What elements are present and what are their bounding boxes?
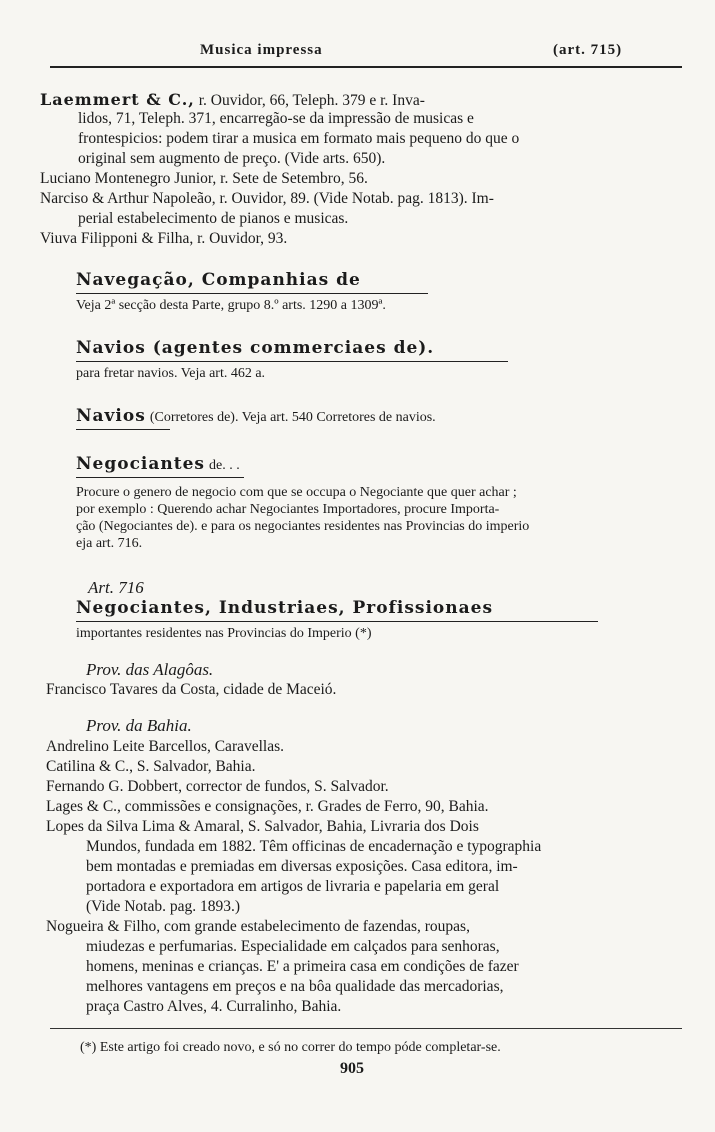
section-navegacao-title: Navegação, Companhias de [76, 270, 361, 290]
entry-luciano: Luciano Montenegro Junior, r. Sete de Setembro, 56. [40, 170, 368, 187]
entry-laemmert-text1: r. Ouvidor, 66, Teleph. 379 e r. Inva- [198, 92, 425, 109]
entry-andrelino: Andrelino Leite Barcellos, Caravellas. [46, 738, 285, 755]
entry-viuva: Viuva Filipponi & Filha, r. Ouvidor, 93. [40, 230, 288, 247]
entry-laemmert-line4: original sem augmento de preço. (Vide arts. 650). [78, 150, 386, 167]
article-number: (art. 715) [553, 42, 623, 58]
entry-narciso-line1: Narciso & Arthur Napoleão, r. Ouvidor, 89. (Vide Notab. pag. 1813). Im- [40, 190, 494, 207]
section-negociantes-line2: por exemplo : Querendo achar Negociantes Importadores, procure Importa- [76, 502, 500, 517]
entry-lopes-line2: Mundos, fundada em 1882. Têm officinas de encadernação e typographia [86, 838, 542, 855]
section-negociantes-line3: ção (Negociantes de). e para os negociantes residentes nas Provincias do imperio [76, 519, 530, 534]
entry-laemmert-line3: frontespicios: podem tirar a musica em formato mais pequeno do que o [78, 130, 520, 147]
section-negociantes-title: Negociantes [76, 454, 206, 474]
section-navios-corretores-text: (Corretores de). Veja art. 540 Corretores de navios. [149, 410, 436, 425]
section-negociantes-suffix: de. . . [209, 458, 240, 473]
article-716-subtitle: importantes residentes nas Provincias do Imperio (*) [76, 626, 372, 641]
entry-narciso-line2: perial estabelecimento de pianos e musicas. [78, 210, 349, 227]
entry-laemmert-line1 [40, 90, 425, 110]
province-bahia-heading: Prov. da Bahia. [86, 716, 192, 735]
entry-lopes-line5: (Vide Notab. pag. 1893.) [86, 898, 241, 915]
entry-nogueira-line2: miudezas e perfumarias. Especialidade em calçados para senhoras, [86, 938, 500, 955]
header-rule [50, 66, 682, 68]
entry-lopes-line3: bem montadas e premiadas em diversas exposições. Casa editora, im- [86, 858, 518, 875]
running-title: Musica impressa [200, 42, 323, 58]
section-negociantes-line4: eja art. 716. [76, 536, 143, 551]
entry-nogueira-line1: Nogueira & Filho, com grande estabelecimento de fazendas, roupas, [46, 918, 470, 935]
entry-lopes-line4: portadora e exportadora em artigos de livraria e papelaria em geral [86, 878, 500, 895]
article-716-label: Art. 716 [88, 578, 144, 597]
section-navios-agentes-underline [76, 361, 508, 362]
section-navios-corretores-title: Navios [76, 406, 146, 426]
entry-lages: Lages & C., commissões e consignações, r. Grades de Ferro, 90, Bahia. [46, 798, 489, 815]
section-negociantes-underline [76, 477, 244, 478]
footer-rule [50, 1028, 682, 1029]
article-716-title: Negociantes, Industriaes, Profissionaes [76, 598, 494, 618]
footnote: (*) Este artigo foi creado novo, e só no correr do tempo póde completar-se. [80, 1040, 501, 1055]
entry-fernando: Fernando G. Dobbert, corrector de fundos, S. Salvador. [46, 778, 389, 795]
entry-francisco: Francisco Tavares da Costa, cidade de Maceió. [46, 681, 337, 698]
entry-laemmert-name: Laemmert & C., [40, 90, 195, 109]
province-alagoas-heading: Prov. das Alagôas. [86, 660, 214, 679]
section-navios-agentes-text: para fretar navios. Veja art. 462 a. [76, 366, 266, 381]
article-716-underline [76, 621, 598, 622]
page-number: 905 [340, 1060, 364, 1077]
section-navios-corretores [76, 406, 436, 426]
section-navegacao-text: Veja 2ª secção desta Parte, grupo 8.º arts. 1290 a 1309ª. [76, 298, 386, 313]
entry-lopes-line1: Lopes da Silva Lima & Amaral, S. Salvador, Bahia, Livraria dos Dois [46, 818, 479, 835]
entry-catilina: Catilina & C., S. Salvador, Bahia. [46, 758, 256, 775]
entry-laemmert-line2: lidos, 71, Teleph. 371, encarregão-se da impressão de musicas e [78, 110, 474, 127]
section-navegacao-underline [76, 293, 428, 294]
section-navios-agentes-title: Navios (agentes commerciaes de). [76, 338, 435, 358]
section-navios-corretores-underline [76, 429, 170, 430]
section-negociantes [76, 454, 240, 474]
entry-nogueira-line3: homens, meninas e crianças. E' a primeira casa em condições de fazer [86, 958, 519, 975]
entry-nogueira-line5: praça Castro Alves, 4. Curralinho, Bahia. [86, 998, 342, 1015]
entry-nogueira-line4: melhores vantagens em preços e na bôa qualidade das mercadorias, [86, 978, 504, 995]
section-negociantes-line1: Procure o genero de negocio com que se occupa o Negociante que quer achar ; [76, 485, 517, 500]
